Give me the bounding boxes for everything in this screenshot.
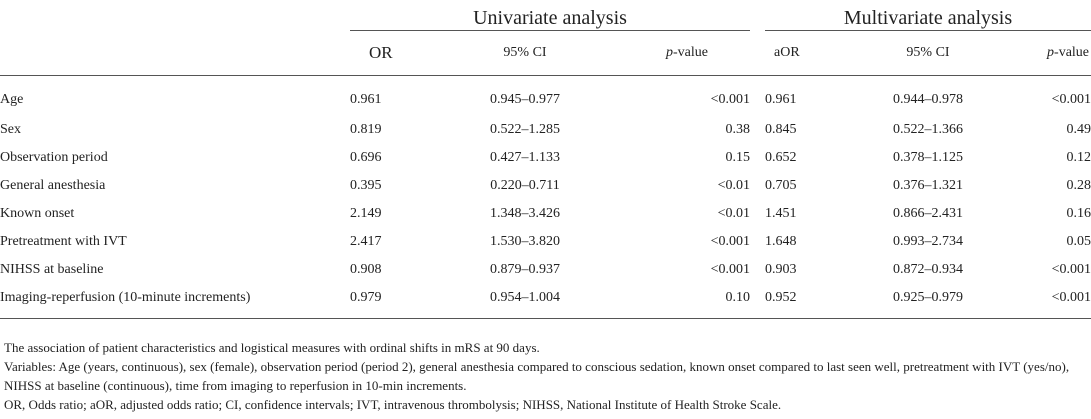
aci-cell: 0.993–2.734 bbox=[893, 234, 963, 249]
aci-cell: 0.944–0.978 bbox=[893, 92, 963, 107]
p-value-column-header bbox=[600, 31, 750, 76]
ap-value-cell: 0.16 bbox=[1066, 206, 1091, 221]
aor-cell: 0.845 bbox=[765, 122, 797, 137]
aci-cell: 0.925–0.979 bbox=[865, 284, 991, 319]
table-footnotes bbox=[4, 338, 1089, 414]
table-row bbox=[0, 76, 1091, 117]
or-cell: 0.696 bbox=[350, 150, 382, 165]
p-value-cell: <0.001 bbox=[710, 262, 750, 277]
ci-column-header: 95% CI bbox=[450, 31, 600, 76]
aci-cell: 0.376–1.321 bbox=[893, 178, 963, 193]
aor-cell: 0.652 bbox=[765, 150, 797, 165]
or-cell: 0.961 bbox=[350, 92, 382, 107]
or-cell: 0.979 bbox=[350, 284, 450, 319]
p-value-cell: 0.15 bbox=[725, 150, 750, 165]
table-row bbox=[0, 284, 1091, 319]
or-column-header: OR bbox=[350, 31, 450, 76]
variable-cell: Observation period bbox=[0, 150, 108, 165]
table-row bbox=[0, 200, 1091, 228]
footnote-variables: Variables: Age (years, continuous), sex (female), observation period (period 2), general anesthesia compared to conscious sedation, known onset compared to last seen well, pretreatment with IVT (yes/no), NIHSS at baseline (continuous), time from imaging to reperfusion in 10-min increments. bbox=[4, 359, 1070, 393]
ap-value-cell: 0.28 bbox=[1066, 178, 1091, 193]
p-value-cell: <0.01 bbox=[717, 178, 750, 193]
multivariate-group-header: Multivariate analysis bbox=[765, 0, 1091, 31]
table-row bbox=[0, 228, 1091, 256]
aor-cell: 0.903 bbox=[765, 262, 797, 277]
ap-value-cell: 0.49 bbox=[1066, 122, 1091, 137]
p-value-cell: 0.10 bbox=[600, 284, 750, 319]
aor-column-header: aOR bbox=[765, 31, 865, 76]
table-row bbox=[0, 144, 1091, 172]
aci-cell: 0.872–0.934 bbox=[893, 262, 963, 277]
or-cell: 2.417 bbox=[350, 234, 382, 249]
table-row bbox=[0, 172, 1091, 200]
ci-cell: 0.879–0.937 bbox=[490, 262, 560, 277]
ap-value-cell: <0.001 bbox=[1051, 262, 1091, 277]
table-row bbox=[0, 116, 1091, 144]
p-value-cell: <0.001 bbox=[710, 92, 750, 107]
value-suffix: -value bbox=[1054, 45, 1090, 60]
aor-cell: 0.705 bbox=[765, 178, 797, 193]
aci-cell: 0.866–2.431 bbox=[893, 206, 963, 221]
aor-cell: 1.648 bbox=[765, 234, 797, 249]
column-header-row bbox=[0, 31, 1091, 76]
univariate-group-header: Univariate analysis bbox=[350, 0, 750, 31]
variable-cell: Sex bbox=[0, 122, 21, 137]
variable-cell: General anesthesia bbox=[0, 178, 106, 193]
or-cell: 2.149 bbox=[350, 206, 382, 221]
value-suffix: -value bbox=[673, 45, 708, 60]
aci-cell: 0.378–1.125 bbox=[893, 150, 963, 165]
table-row bbox=[0, 256, 1091, 284]
ap-value-cell: 0.12 bbox=[1066, 150, 1091, 165]
variable-cell: NIHSS at baseline bbox=[0, 262, 104, 277]
variable-cell: Pretreatment with IVT bbox=[0, 234, 127, 249]
ap-value-cell: <0.001 bbox=[991, 284, 1091, 319]
ci-cell: 1.348–3.426 bbox=[490, 206, 560, 221]
footnote-summary: The association of patient characteristics and logistical measures with ordinal shifts in mRS at 90 days. bbox=[4, 340, 540, 355]
table-body bbox=[0, 76, 1091, 319]
p-value-cell: 0.38 bbox=[725, 122, 750, 137]
footnote-abbreviations: OR, Odds ratio; aOR, adjusted odds ratio; CI, confidence intervals; IVT, intravenous thrombolysis; NIHSS, National Institute of Health Stroke Scale. bbox=[4, 397, 782, 412]
variable-cell: Age bbox=[0, 92, 24, 107]
ci-cell: 0.220–0.711 bbox=[490, 178, 560, 193]
p-letter: p bbox=[1047, 45, 1055, 60]
group-header-row bbox=[0, 0, 1091, 31]
ci-cell: 1.530–3.820 bbox=[490, 234, 560, 249]
or-cell: 0.395 bbox=[350, 178, 382, 193]
aor-cell: 1.451 bbox=[765, 206, 797, 221]
aor-cell: 0.952 bbox=[765, 284, 865, 319]
ci-cell: 0.954–1.004 bbox=[450, 284, 600, 319]
p-value-cell: <0.01 bbox=[717, 206, 750, 221]
ci-cell: 0.427–1.133 bbox=[490, 150, 560, 165]
or-cell: 0.819 bbox=[350, 122, 382, 137]
p-value2-column-header bbox=[991, 31, 1091, 76]
variable-cell: Imaging-reperfusion (10-minute increments) bbox=[0, 284, 350, 319]
ci2-column-header: 95% CI bbox=[865, 31, 991, 76]
ci-cell: 0.522–1.285 bbox=[490, 122, 560, 137]
ci-cell: 0.945–0.977 bbox=[490, 92, 560, 107]
aor-cell: 0.961 bbox=[765, 92, 797, 107]
ap-value-cell: 0.05 bbox=[1066, 234, 1091, 249]
aci-cell: 0.522–1.366 bbox=[893, 122, 963, 137]
ap-value-cell: <0.001 bbox=[1051, 92, 1091, 107]
variable-cell: Known onset bbox=[0, 206, 75, 221]
p-letter: p bbox=[666, 45, 674, 60]
p-value-cell: <0.001 bbox=[710, 234, 750, 249]
or-cell: 0.908 bbox=[350, 262, 382, 277]
